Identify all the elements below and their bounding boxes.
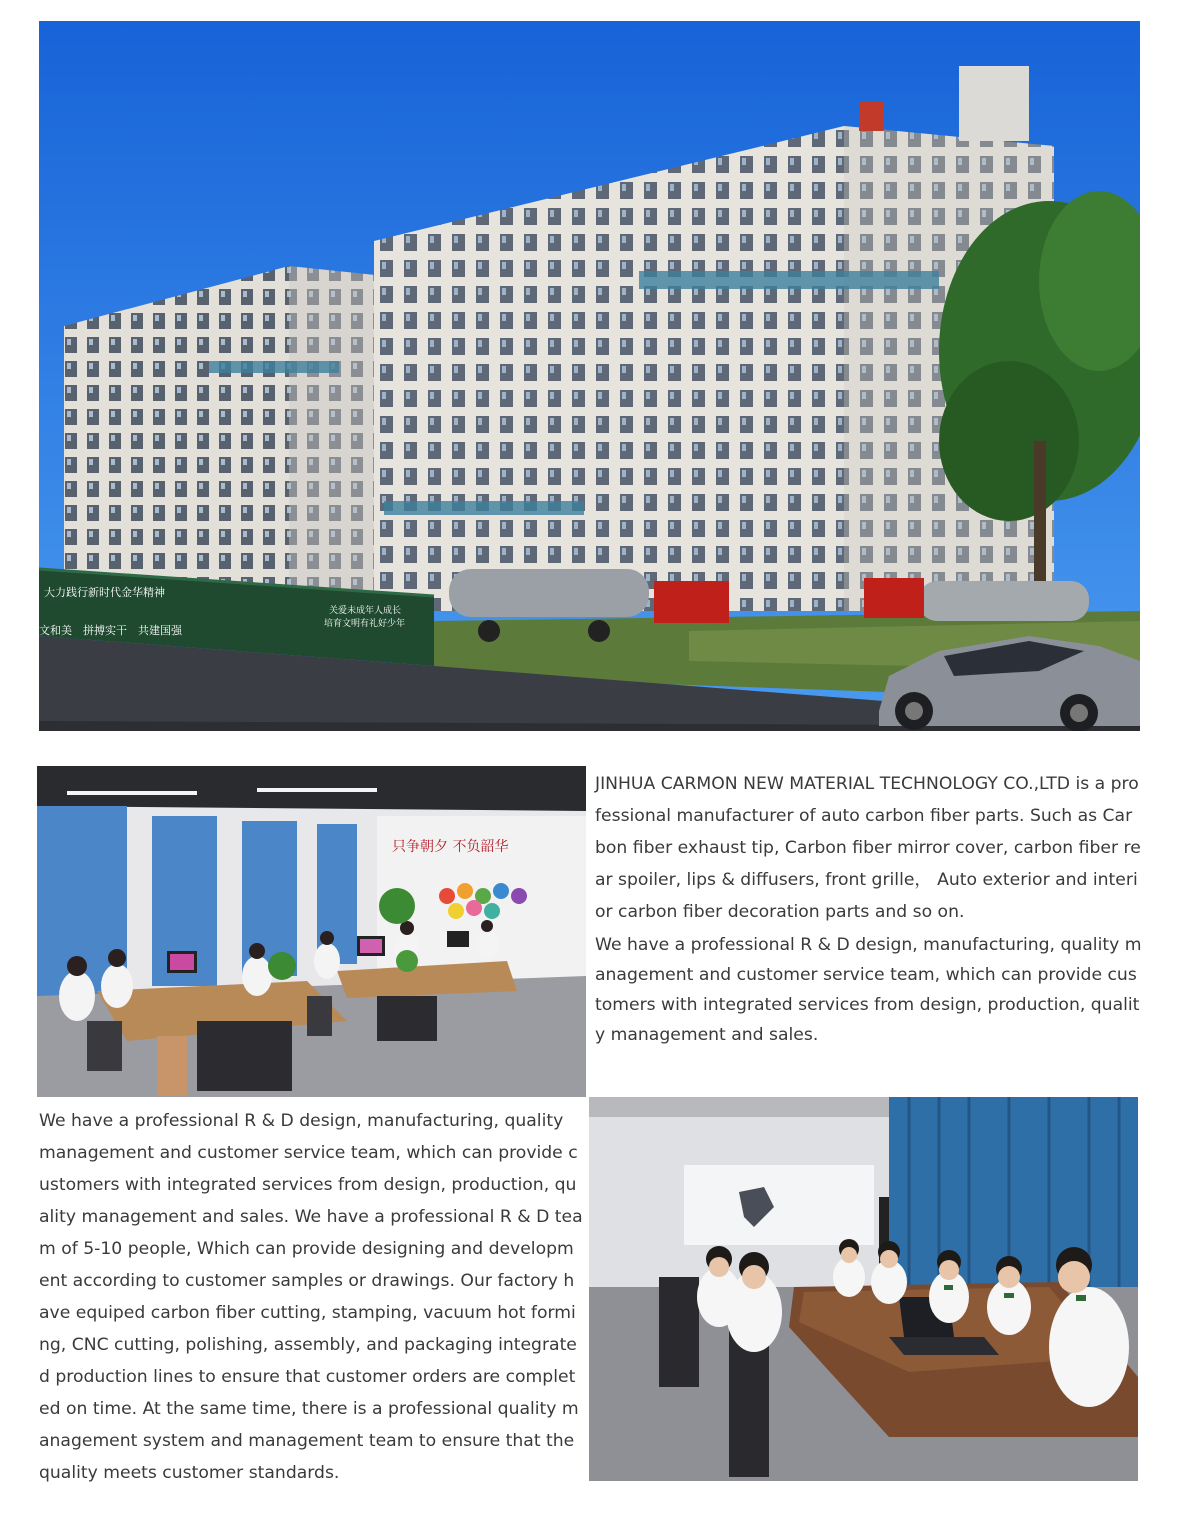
- office-photo: [37, 766, 586, 1097]
- fence-slogan-3: 关爱未成年人成长: [329, 606, 402, 616]
- meeting-room-photo: [589, 1097, 1138, 1481]
- fence-slogan-4: 培育文明有礼好少年: [324, 619, 406, 629]
- office-wall-slogan: 只争朝夕 不负韶华: [392, 839, 509, 855]
- company-capabilities: [39, 1105, 584, 1489]
- company-intro-paragraph-2: We have a professional R & D design, manufacturing, quality management and customer service team, which can provide customers with integrated services from design, production, quality management and sales.: [595, 935, 1142, 1045]
- fence-slogan-1: 大力践行新时代金华精神: [44, 586, 165, 599]
- fence-slogan-2: 文和美 拼搏实干 共建国强: [39, 624, 182, 637]
- factory-building-photo: [39, 21, 1140, 731]
- company-intro: [595, 768, 1143, 1050]
- company-intro-paragraph-1: JINHUA CARMON NEW MATERIAL TECHNOLOGY CO.,LTD is a professional manufacturer of auto carbon fiber parts. Such as Carbon fiber exhaust tip, Carbon fiber mirror cover, carbon fiber rear spoiler, lips & diffusers, front grille， Auto exterior and interior carbon fiber decoration parts and so on.: [595, 774, 1141, 922]
- company-capabilities-paragraph: We have a professional R & D design, manufacturing, quality management and customer service team, which can provide customers with integrated services from design, production, quality management and sales. We have a professional R & D team of 5-10 people, Which can provide designing and development according to customer samples or drawings. Our factory have equiped carbon fiber cutting, stamping, vacuum hot forming, CNC cutting, polishing, assembly, and packaging integrated production lines to ensure that customer orders are completed on time. At the same time, there is a professional quality management system and management team to ensure that the quality meets customer standards.: [39, 1111, 583, 1483]
